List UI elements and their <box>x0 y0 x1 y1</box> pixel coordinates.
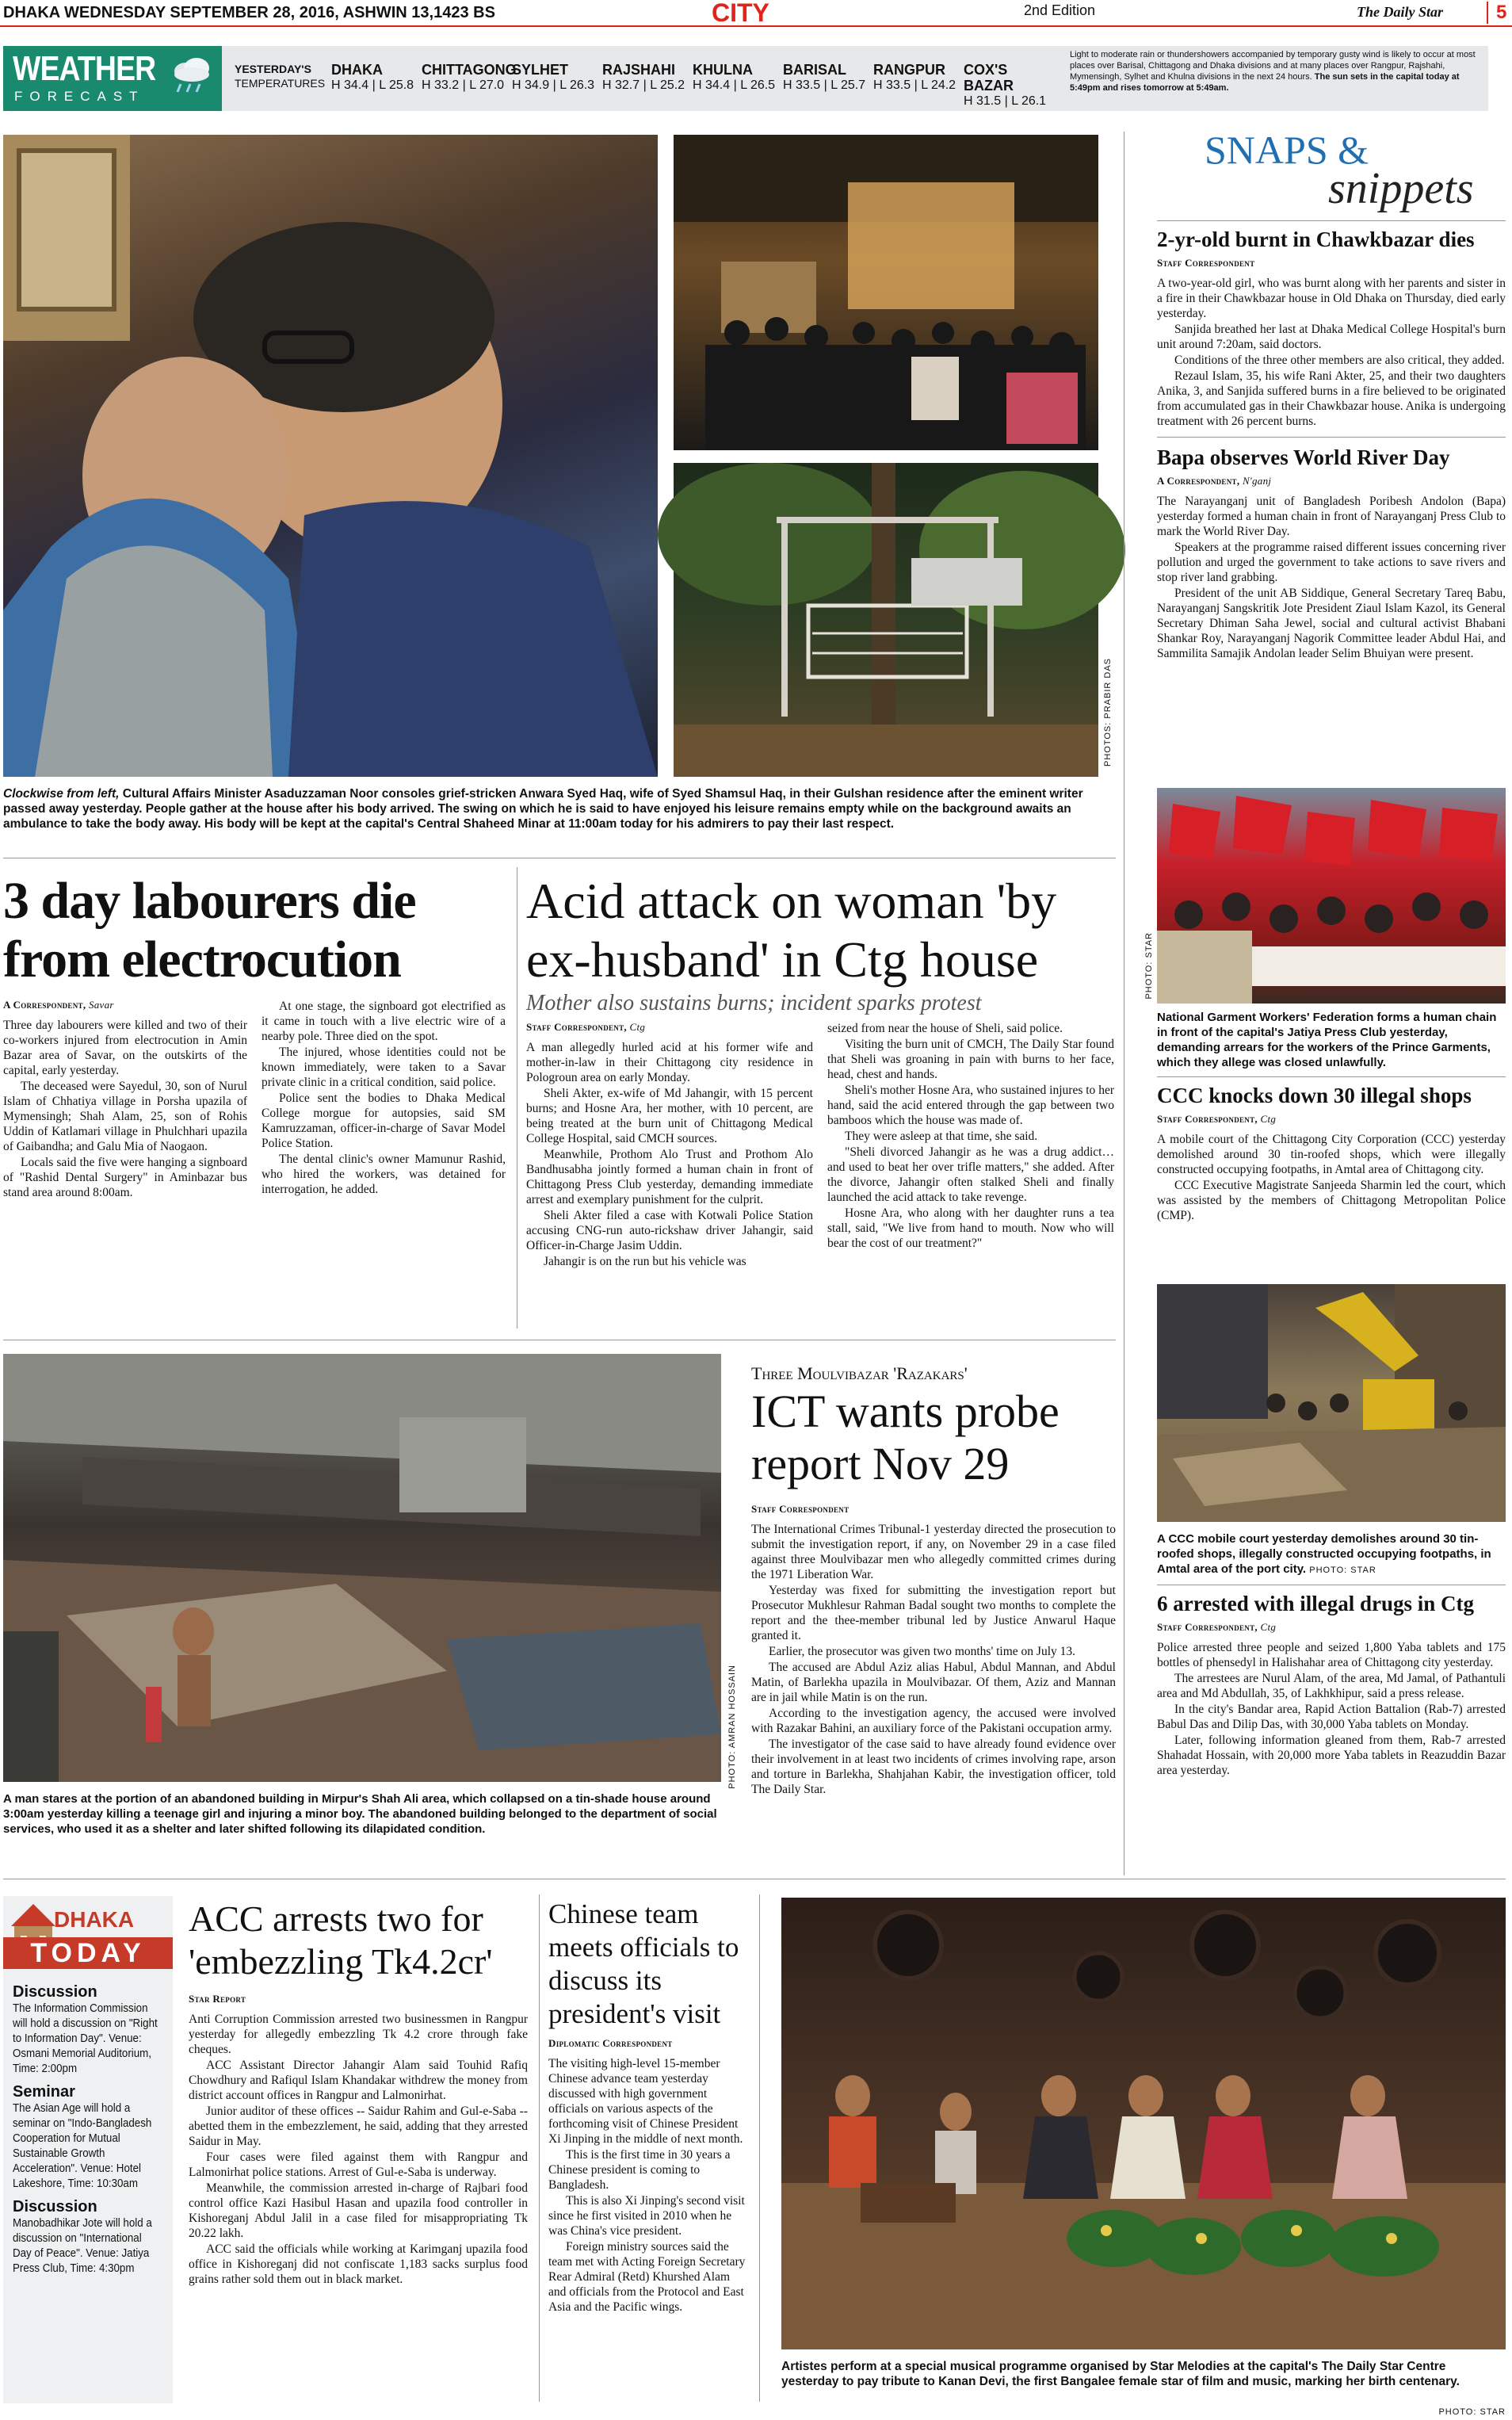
paragraph: A man allegedly hurled acid at his former wife and mother-in-law in their Chittagong city residence in Pologroun area on early Monday. <box>526 1041 813 1084</box>
paragraph: Later, following information gleaned from them, Rab-7 arrested Shahadat Hossain, with 20,000 more Yaba tablets in Reazuddin Bazar area yesterday. <box>1157 1734 1506 1777</box>
paragraph: Locals said the five were hanging a signboard of "Rashid Dental Surgery" in Aminbazar bus stand area around 8:00am. <box>3 1156 247 1199</box>
paragraph: At one stage, the signboard got electrified as it came in touch with a live electric wire of a nearby pole. Three died on the spot. <box>262 1000 506 1043</box>
paragraph: Conditions of the three other members are also critical, they added. <box>1174 354 1505 367</box>
story-body <box>3 1018 247 1200</box>
snaps-title-2: snippets <box>1328 164 1474 213</box>
paragraph: Sheli Akter, ex-wife of Md Jahangir, with 15 percent burns; and Hosne Ara, her mother, with 10 percent, are being treated at the burn unit of Chittagong Medical College Hospital, said CMCH sources. <box>526 1087 813 1145</box>
photo-credit: PHOTO: STAR <box>1309 1566 1376 1575</box>
story-body <box>1157 1640 1506 1778</box>
snaps-title-1: SNAPS & <box>1205 128 1369 172</box>
city-name: COX'S BAZAR <box>964 62 1014 94</box>
weather-bar <box>3 46 1488 111</box>
event-type: Discussion <box>13 2198 97 2215</box>
photo-star-melodies <box>781 1898 1506 2349</box>
weather-logo <box>3 46 222 111</box>
byline <box>1157 1113 1506 1126</box>
headline-line: ICT wants probe <box>751 1386 1060 1437</box>
byline <box>3 999 247 1011</box>
headline-line: 'embezzling Tk4.2cr' <box>189 1941 493 1982</box>
byline-name: Staff Correspondent, <box>1157 1621 1258 1633</box>
paragraph: Meanwhile, the commission arrested in-charge of Rajbari food control office Kazi Hasibul Hasan and upazila food controller in Kishoreganj Abdul Jalil in a case filed for misappropriating Tk 20.22 lakh. <box>189 2181 528 2240</box>
city-name: SYLHET <box>512 62 569 78</box>
paper-name: The Daily Star <box>1357 4 1444 20</box>
paragraph: The deceased were Sayedul, 30, son of Nurul Islam of Chhatiya village in Porsha upazila of Mymensingh; Shah Alam, 25, son of Rohis Uddin of Katlamari village in Phulchhari upazila of Gaibandha; and Galu Mia of Naogaon. <box>3 1080 247 1153</box>
city-temp: BARISAL H 33.5 | L 25.7 <box>783 62 866 92</box>
section-name: CITY <box>712 0 769 27</box>
byline-name: Staff Correspondent, <box>1157 1113 1258 1125</box>
city-temp: DHAKA H 34.4 | L 25.8 <box>331 62 414 92</box>
byline-place: Ctg <box>1260 1113 1277 1125</box>
edition: 2nd Edition <box>1024 2 1096 18</box>
city-low: L 25.7 <box>830 78 866 92</box>
photo-mirpur-collapse <box>3 1354 721 1782</box>
paragraph: Sanjida breathed her last at Dhaka Medical College Hospital's burn unit around 7:20am, said doctors. <box>1157 323 1506 351</box>
photo-noor-consoles-art <box>3 135 658 777</box>
city-high: H 33.5 <box>873 78 911 92</box>
city-name: BARISAL <box>783 62 846 78</box>
weather-subtitle: FORECAST <box>14 89 145 104</box>
photo-caption: A man stares at the portion of an abandoned building in Mirpur's Shah Ali area, which collapsed on a tin-shade house around 3:00am yesterday killing a teenage girl and injuring a minor boy. The abandoned building belonged to the department of social services, who used it as a shelter and later shifted following its dilapidated condition. <box>3 1792 717 1836</box>
city-low: L 24.2 <box>921 78 956 92</box>
story-body <box>751 1522 1116 1797</box>
story-body <box>1157 276 1506 429</box>
city-low: L 25.8 <box>379 78 414 92</box>
paragraph: Jahangir is on the run but his vehicle was <box>544 1255 746 1268</box>
story-body <box>189 2012 528 2287</box>
dhaka-today-box <box>3 1896 173 2403</box>
photo-credit: PHOTOS: PRABIR DAS <box>1103 658 1113 767</box>
photo-caption <box>1157 1531 1506 1578</box>
city-temp: RANGPUR H 33.5 | L 24.2 <box>873 62 956 92</box>
headline-line: 3 day labourers die <box>3 872 416 930</box>
paragraph: "Sheli divorced Jahangir as he was a drug addict… and used to beat her over trifle matters," she added. After the divorce, Jahangir often stalked Sheli and finally launched the acid attack to take revenge. <box>827 1145 1114 1204</box>
paragraph: This is also Xi Jinping's second visit since he first visited in 2010 when he was China's vice president. <box>548 2194 745 2238</box>
city-name: CHITTAGONG <box>422 62 517 78</box>
temps-label-1: YESTERDAY'S <box>235 63 311 75</box>
byline-place: N'ganj <box>1242 475 1272 487</box>
byline-name: Staff Correspondent, <box>526 1021 627 1033</box>
paragraph: The visiting high-level 15-member Chinese advance team yesterday discussed with high government officials on various aspects of the forthcoming visit of Chinese President Xi Jinping in the middle of next month. <box>548 2057 743 2146</box>
paragraph: Anti Corruption Commission arrested two businessmen in Rangpur yesterday for allegedly embezzling Tk 4.2 crore through fake cheques. <box>189 2013 528 2056</box>
city-low: L 26.5 <box>740 78 776 92</box>
story-kicker: Three Moulvibazar 'Razakars' <box>751 1363 968 1383</box>
city-low: L 26.1 <box>1011 94 1047 108</box>
story-body <box>548 2056 750 2315</box>
byline <box>1157 475 1506 487</box>
snaps-rule <box>1157 220 1506 221</box>
paragraph: The investigator of the case said to have already found evidence over their involvement in at least two incidents of crimes involving rape, arson and torture in Barlekha, Shahjahan Kabir, the investigation officer, told The Daily Star. <box>751 1738 1116 1796</box>
byline-name: A Correspondent, <box>1157 475 1240 487</box>
byline <box>526 1021 813 1034</box>
story-headline <box>526 872 1116 989</box>
paragraph: A mobile court of the Chittagong City Corporation (CCC) yesterday demolished around 30 tin-roofed shops, which were illegally constructed occupying footpaths, in Amtal area of Chittagong city. <box>1157 1133 1506 1176</box>
paragraph: Three day labourers were killed and two of their co-workers injured from electrocution in Amin Bazar area of Savar, on the outskirts of the capital, early yesterday. <box>3 1019 247 1077</box>
snaps-column-3 <box>1157 1531 1506 1779</box>
photo-mirpur-collapse-art <box>3 1354 721 1782</box>
masthead <box>0 0 1512 27</box>
story-body <box>1157 1132 1506 1223</box>
event-type: Seminar <box>13 2083 75 2101</box>
weather-cities <box>331 62 1052 108</box>
city-name: RANGPUR <box>873 62 946 78</box>
city-high: H 31.5 <box>964 94 1002 108</box>
story-body <box>1157 494 1506 661</box>
byline: Staff Correspondent <box>751 1503 850 1515</box>
temps-label <box>235 62 325 90</box>
photo-ccc-demolition-art <box>1157 1284 1506 1522</box>
paragraph: Rezaul Islam, 35, his wife Rani Akter, 25, and their two daughters Anika, 3, and Sanjida suffered burns in a fire believed to be originated from accumulated gas in their Chawkbazar house. Anika is undergoing treatment with 26 percent burns. <box>1157 369 1506 428</box>
photo-star-melodies-art <box>781 1898 1506 2349</box>
city-high: H 34.9 <box>512 78 550 92</box>
top-photos-caption <box>3 786 1113 832</box>
paragraph: The arrestees are Nurul Alam, of the area, Md Jamal, of Pathantuli area and Md Abdullah, 35, of Lakhkhipur, said a press release. <box>1157 1672 1506 1700</box>
paragraph: The accused are Abdul Aziz alias Habul, Abdul Mannan, and Abdul Matin, of Barlekha upazila in Moulvibazar. Of them, Aziz and Mannan are in jail while Matin is on the run. <box>751 1661 1116 1704</box>
paragraph: A two-year-old girl, who was burnt along with her parents and sister in a fire in their Chawkbazar house in Old Dhaka on Thursday, died early yesterday. <box>1157 277 1506 320</box>
acid-story <box>526 872 1116 1270</box>
forecast-text: Light to moderate rain or thundershowers accompanied by temporary gusty wind is likely to occur at most places over Barisal, Chittagong and Dhaka divisions and at many places over Rangpur, Rajshahi, Mymensingh, Sylhet and Khulna divisions in the next 24 hours. <box>1070 50 1476 82</box>
story-rule <box>1157 437 1506 438</box>
paragraph: The International Crimes Tribunal-1 yesterday directed the prosecution to submit the investigation report, if any, on November 29 in a case filed against three Moulvibazar men who allegedly committed crimes during the 1971 Liberation War. <box>751 1523 1116 1581</box>
story-headline <box>751 1386 1116 1490</box>
snaps-column-2 <box>1157 1010 1506 1224</box>
event-type: Discussion <box>13 1983 97 2001</box>
paragraph: Sheli Akter filed a case with Kotwali Police Station accusing CNG-run auto-rickshaw driver Jahangir, said Officer-in-Charge Jasim Uddin. <box>526 1209 813 1252</box>
city-name: DHAKA <box>331 62 383 78</box>
headline-line: ACC arrests two for <box>189 1898 483 1939</box>
city-high: H 34.4 <box>693 78 731 92</box>
dhaka-today-title-1: DHAKA <box>54 1907 135 1932</box>
photo-credit: PHOTO: STAR <box>1144 932 1154 1000</box>
city-high: H 33.2 <box>422 78 460 92</box>
photo-credit: PHOTO: STAR <box>1438 2407 1506 2417</box>
event-text: The Information Commission will hold a discussion on "Right to Information Day". Venue: Osmani Memorial Auditorium, Time: 2:00pm <box>13 2002 158 2075</box>
city-temp: COX'S BAZAR H 31.5 | L 26.1 <box>964 62 1052 109</box>
paragraph: President of the unit AB Siddique, General Secretary Tareq Babu, Narayanganj Sangskritik Jote President Ziaul Islam Kazol, its General Secretary Dhiman Saha Jewel, social and cultural activist Bhabani Shankar Roy, Narayanganj Nagorik Committee leader Abdul Hai, and Sammilita Samajik Andolan leader Selim Bhuiyan were present. <box>1157 587 1506 660</box>
chinese-story <box>548 1898 750 2315</box>
paragraph: Four cases were filed against them with Rangpur and Lalmonirhat police stations. Arrest of Gul-e-Saba is underway. <box>189 2150 528 2179</box>
byline-place: Savar <box>88 999 114 1011</box>
headline-line: from electrocution <box>3 931 401 988</box>
story-rule <box>1157 1076 1506 1077</box>
ict-story <box>751 1363 1116 1798</box>
city-temp: KHULNA H 34.4 | L 26.5 <box>693 62 776 92</box>
paragraph: This is the first time in 30 years a Chinese president is coming to Bangladesh. <box>548 2148 731 2192</box>
column-rule <box>539 1894 540 2402</box>
dhaka-today-title-2: TODAY <box>3 1937 173 1969</box>
story-headline: Chinese team meets officials to discuss its president's visit <box>548 1898 739 2029</box>
story-columns <box>526 1021 1116 1270</box>
paragraph: They were asleep at that time, she said. <box>845 1130 1038 1143</box>
electrocution-story <box>3 872 507 1201</box>
story-column <box>3 999 247 1201</box>
photo-ccc-demolition <box>1157 1284 1506 1522</box>
city-temp: RAJSHAHI H 32.7 | L 25.2 <box>602 62 685 92</box>
photo-crowd-house <box>674 135 1098 450</box>
headline-line: Acid attack on woman 'by <box>526 873 1057 929</box>
byline: Star Report <box>189 1993 246 2005</box>
byline <box>1157 1621 1506 1634</box>
headline-line: ex-husband' in Ctg house <box>526 931 1039 988</box>
dhaka-today-events <box>3 1972 173 2283</box>
photo-garment-chain-art <box>1157 788 1506 1004</box>
caption-text: Artistes perform at a special musical programme organised by Star Melodies at the capital's The Daily Star Centre yesterday to pay tribute to Kanan Devi, the first Bangalee female star of film and music, marking her birth centenary. <box>781 2360 1460 2388</box>
weather-forecast <box>1070 49 1483 94</box>
paragraph: ACC said the officials while working at Karimganj upazila food office in Kishoreganj did not confiscate 1,183 sacks surplus food grains rather sold them out in black market. <box>189 2242 528 2286</box>
paragraph: seized from near the house of Sheli, said police. <box>827 1022 1063 1035</box>
byline: Staff Correspondent <box>1157 257 1255 269</box>
city-low: L 26.3 <box>559 78 595 92</box>
paragraph: Visiting the burn unit of CMCH, The Daily Star found that Sheli was groaning in pain with burns to her face, head, chest and hands. <box>827 1038 1114 1081</box>
paragraph: CCC Executive Magistrate Sanjeeda Sharmin led the court, which was assisted by the members of Chittagong Metropolitan Police (CMP). <box>1157 1179 1506 1222</box>
city-name: KHULNA <box>693 62 753 78</box>
paragraph: Yesterday was fixed for submitting the investigation report but Prosecutor Mukhlesur Rahman Badal sought two months to complete the report and the thee-member tribunal led by Justice Anwarul Haque granted it. <box>751 1584 1116 1642</box>
paragraph: According to the investigation agency, the accused were involved with Razakar Bahini, an auxiliary force of the Pakistani occupation army. <box>751 1707 1116 1735</box>
photo-caption: National Garment Workers' Federation forms a human chain in front of the capital's Jatiya Press Club yesterday, demanding arrears for the workers of the Prince Garments, which they allege was closed unlawfully. <box>1157 1011 1497 1069</box>
dateline: DHAKA WEDNESDAY SEPTEMBER 28, 2016, ASHWIN 13,1423 BS <box>3 4 495 21</box>
photo-credit: PHOTO: AMRAN HOSSAIN <box>727 1665 737 1789</box>
paragraph: Police sent the bodies to Dhaka Medical College morgue for autopsies, said SM Kamruzzaman, officer-in-charge of Savar Model Police Station. <box>262 1091 506 1150</box>
event-text: Manobadhikar Jote will hold a discussion on "International Day of Peace". Venue: Jatiya Press Club, Time: 4:30pm <box>13 2217 152 2275</box>
story-headline <box>3 872 507 989</box>
story-column <box>526 1021 813 1270</box>
paragraph: Meanwhile, Prothom Alo Trust and Prothom Alo Bandhusabha jointly formed a human chain in front of Chittagong Press Club yesterday, demanding immediate arrest and exemplary punishment for the culprit. <box>526 1148 813 1206</box>
paragraph: Police arrested three people and seized 1,800 Yaba tablets and 175 bottles of phensedyl in Halishahar area of Chittagong city yesterday. <box>1157 1641 1506 1669</box>
city-low: L 25.2 <box>650 78 685 92</box>
paragraph: Hosne Ara, who along with her daughter runs a tea stall, said, "We live from hand to mouth. Now who will bear the cost of our treatment?" <box>827 1206 1114 1250</box>
photo-garment-chain <box>1157 788 1506 1004</box>
cloud-rain-icon <box>168 54 216 95</box>
photo-noor-consoles <box>3 135 658 777</box>
story-column <box>827 1021 1114 1270</box>
paragraph: Speakers at the programme raised different issues concerning river pollution and urged the government to take actions to save rivers and stop river land grabbing. <box>1157 541 1506 584</box>
caption-text: A CCC mobile court yesterday demolishes around 30 tin-roofed shops, illegally constructed occupying footpaths, in Amtal area of the port city. <box>1157 1532 1491 1576</box>
city-temp: CHITTAGONG H 33.2 | L 27.0 <box>422 62 517 92</box>
story-headline: 6 arrested with illegal drugs in Ctg <box>1157 1592 1474 1615</box>
city-name: RAJSHAHI <box>602 62 676 78</box>
photo-caption <box>781 2359 1506 2420</box>
headline-line: report Nov 29 <box>751 1438 1010 1489</box>
city-high: H 32.7 <box>602 78 640 92</box>
paragraph: ACC Assistant Director Jahangir Alam said Touhid Rafiq Chowdhury and Rafiqul Islam Khandakar withdrew the money from district account offices in Rangpur and Lalmonirhat. <box>189 2059 528 2102</box>
column-rule <box>759 1894 760 2402</box>
caption-text: Cultural Affairs Minister Asaduzzaman Noor consoles grief-stricken Anwara Syed Haq, wife of Syed Shamsul Haq, in their Gulshan residence after the eminent writer passed away yesterday. People gather at the house after his body arrived. The swing on which he is said to have enjoyed his leisure remains empty while on the background awaits an ambulance to take the body away. His body will be kept at the capital's Central Shaheed Minar at 11:00am today for his admirers to pay their last respect. <box>3 787 1083 831</box>
paragraph: In the city's Bandar area, Rapid Action Battalion (Rab-7) arrested Babul Das and Dilip Das, with 30,000 Yaba tablets on Monday. <box>1157 1703 1506 1731</box>
snaps-header <box>1157 125 1506 220</box>
city-temp: SYLHET H 34.9 | L 26.3 <box>512 62 595 92</box>
city-high: H 34.4 <box>331 78 369 92</box>
byline-place: Ctg <box>629 1021 646 1033</box>
photo-empty-swing <box>674 463 1098 777</box>
city-high: H 33.5 <box>783 78 821 92</box>
paragraph: The Narayanganj unit of Bangladesh Poribesh Andolon (Bapa) yesterday formed a human chain in front of Narayanganj Press Club to mark the World River Day. <box>1157 495 1506 538</box>
photo-empty-swing-art <box>674 463 1098 777</box>
paragraph: The injured, whose identities could not be known immediately, were taken to a Savar private clinic in a critical condition, said police. <box>262 1046 506 1089</box>
sun-times: The sun sets in the capital today at 5:49pm and rises tomorrow at 5:49am. <box>1070 72 1460 93</box>
story-subhead: Mother also sustains burns; incident sparks protest <box>526 991 982 1015</box>
story-columns <box>3 999 507 1201</box>
caption-lead: Clockwise from left, <box>3 787 120 801</box>
story-headline: 2-yr-old burnt in Chawkbazar dies <box>1157 227 1475 251</box>
snaps-column <box>1157 125 1506 662</box>
paragraph: The dental clinic's owner Mamunur Rashid, who hired the workers, was detained for interrogation, he added. <box>262 1153 506 1196</box>
dhaka-today-header <box>3 1896 173 1972</box>
byline-name: A Correspondent, <box>3 999 86 1011</box>
story-column <box>262 999 506 1201</box>
story-headline: CCC knocks down 30 illegal shops <box>1157 1084 1472 1107</box>
page-number: 5 <box>1487 2 1506 24</box>
city-low: L 27.0 <box>469 78 505 92</box>
story-headline <box>189 1898 528 1983</box>
byline-place: Ctg <box>1260 1621 1277 1633</box>
photo-crowd-house-art <box>674 135 1098 450</box>
paragraph: Earlier, the prosecutor was given two months' time on July 13. <box>769 1645 1076 1658</box>
weather-title: WEATHER <box>13 49 156 88</box>
acc-story <box>189 1898 528 2288</box>
paragraph: Junior auditor of these offices -- Saidur Rahim and Gul-e-Saba -- abetted them in the embezzlement, he said, adding that they arrested Saidur in May. <box>189 2105 528 2148</box>
temps-label-2: TEMPERATURES <box>235 77 326 90</box>
paragraph: Sheli's mother Hosne Ara, who sustained injures to her hand, said the acid entered through the gap between two bamboos which the house was made of. <box>827 1084 1114 1127</box>
paragraph: Foreign ministry sources said the team met with Acting Foreign Secretary Rear Admiral (Retd) Khurshed Alam and officials from the Protocol and East Asia and the Pacific wings. <box>548 2240 746 2314</box>
story-headline: Bapa observes World River Day <box>1157 445 1450 469</box>
story-body <box>526 1040 813 1269</box>
byline: Diplomatic Correspondent <box>548 2037 673 2049</box>
event-text: The Asian Age will hold a seminar on "Indo-Bangladesh Cooperation for Mutual Sustainable Growth Acceleration". Venue: Hotel Lakeshore, Time: 10:30am <box>13 2102 152 2190</box>
